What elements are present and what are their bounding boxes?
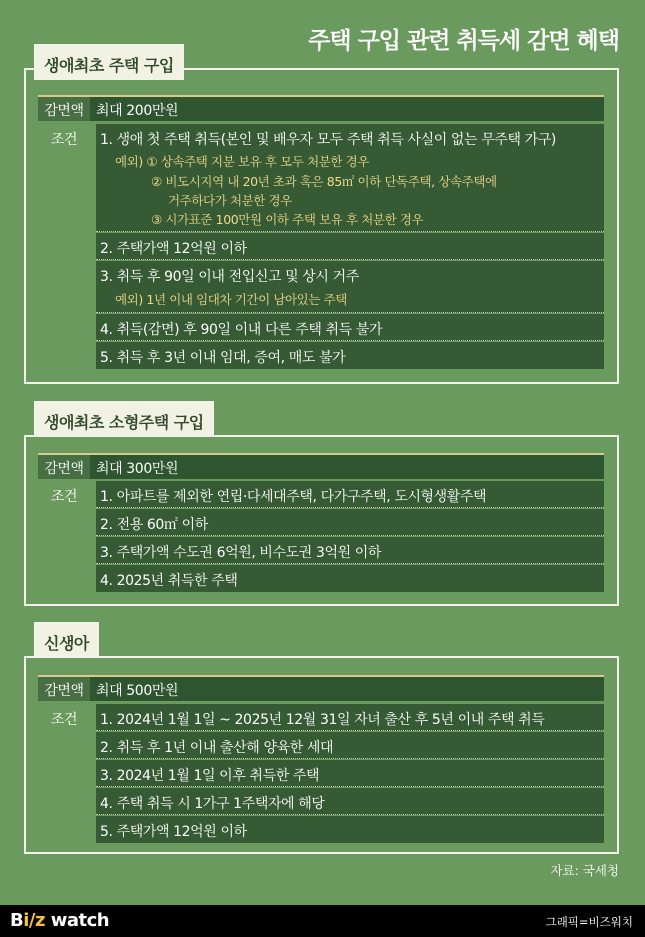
- condition-item: 4. 취득(감면) 후 90일 이내 다른 주택 취득 불가: [96, 314, 604, 341]
- exception-note: 예외) 1년 이내 임대차 기간이 남아있는 주택: [115, 292, 347, 307]
- condition-item: 4. 주택 취득 시 1가구 1주택자에 해당: [96, 788, 604, 815]
- condition-item: 3. 2024년 1월 1일 이후 취득한 주택: [96, 760, 604, 787]
- page-title: 주택 구입 관련 취득세 감면 혜택: [308, 28, 619, 54]
- condition-item: 5. 주택가액 12억원 이하: [96, 816, 604, 843]
- condition-item: 2. 취득 후 1년 이내 출산해 양육한 세대: [96, 732, 604, 759]
- condition-item: 1. 생애 첫 주택 취득(본인 및 배우자 모두 주택 취득 사실이 없는 무주택 가구) 예외) ① 상속주택 지분 보유 후 모두 처분한 경우 ② 비도시지역 내 20년 초과 혹은 85㎡ 이하 단독주택, 상속주택에 거주하다가 처분한 경우 ③ 시가표준 100만원 이하 주택 보유 후 처분한 경우: [96, 124, 604, 232]
- condition-label: 조건: [50, 712, 78, 728]
- exception-note: 거주하다가 처분한 경우: [168, 193, 292, 208]
- condition-item: 1. 2024년 1월 1일 ~ 2025년 12월 31일 자녀 출산 후 5년 이내 주택 취득: [96, 704, 604, 731]
- amount-label: 감면액: [44, 103, 84, 119]
- condition-item: 3. 취득 후 90일 이내 전입신고 및 상시 거주 예외) 1년 이내 임대차 기간이 남아있는 주택: [96, 261, 604, 313]
- section-small-home-title: 생애최초 소형주택 구입: [34, 401, 214, 437]
- exception-note: ② 비도시지역 내 20년 초과 혹은 85㎡ 이하 단독주택, 상속주택에: [151, 174, 497, 189]
- section-newborn-title: 신생아: [34, 622, 99, 658]
- amount-value: 최대 200만원: [96, 103, 179, 119]
- condition-item: 3. 주택가액 수도권 6억원, 비수도권 3억원 이하: [96, 537, 604, 564]
- exception-note: ③ 시가표준 100만원 이하 주택 보유 후 처분한 경우: [151, 212, 424, 227]
- amount-row: [38, 675, 604, 701]
- bizwatch-logo[interactable]: Bi/z watch: [10, 910, 110, 931]
- source-note: 자료: 국세청: [550, 863, 619, 878]
- amount-label: 감면액: [44, 683, 84, 699]
- condition-label: 조건: [50, 132, 78, 148]
- condition-item: 1. 아파트를 제외한 연립·다세대주택, 다가구주택, 도시형생활주택: [96, 481, 604, 508]
- amount-value: 최대 300만원: [96, 461, 179, 477]
- amount-label: 감면액: [44, 461, 84, 477]
- amount-row: [38, 453, 604, 479]
- footer-bar: [0, 905, 645, 937]
- amount-row: [38, 95, 604, 121]
- amount-value: 최대 500만원: [96, 683, 179, 699]
- condition-item: 4. 2025년 취득한 주택: [96, 565, 604, 592]
- condition-item: 2. 전용 60㎡ 이하: [96, 509, 604, 536]
- exception-note: 예외) ① 상속주택 지분 보유 후 모두 처분한 경우: [115, 154, 370, 169]
- graphic-credit: 그래픽=비즈워치: [545, 915, 633, 929]
- section-first-home-title: 생애최초 주택 구입: [34, 44, 184, 80]
- condition-item: 2. 주택가액 12억원 이하: [96, 233, 604, 260]
- condition-label: 조건: [50, 489, 78, 505]
- condition-item: 5. 취득 후 3년 이내 임대, 증여, 매도 불가: [96, 342, 604, 369]
